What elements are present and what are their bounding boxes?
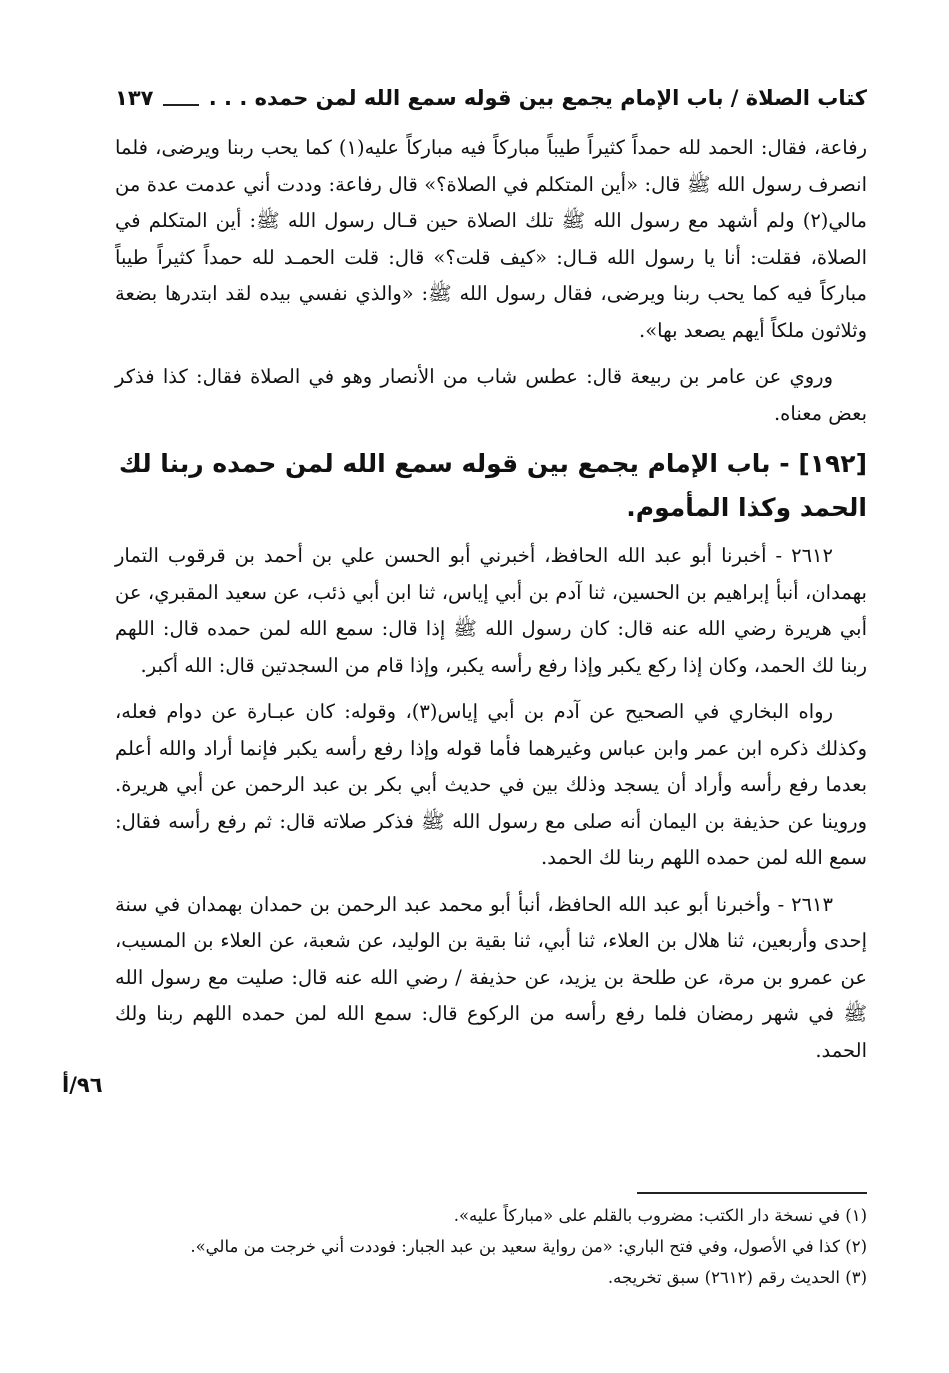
paragraph-amir-narration: وروي عن عامر بن ربيعة قال: عطس شاب من الأنصار وهو في الصلاة فقال: كذا فذكر بعض معناه. <box>115 365 867 425</box>
running-header <box>115 78 867 118</box>
footnotes <box>115 1200 867 1293</box>
main-text <box>115 130 867 1079</box>
paragraph-hadith-2613: ٢٦١٣ - وأخبرنا أبو عبد الله الحافظ، أنبأ أبو محمد عبد الرحمن بن حمدان بهمدان في سنة إحدى وأربعين، ثنا هلال بن العلاء، ثنا أبي، ثنا بقية بن الوليد، عن شعبة، عن العلاء بن المسيب، عن عمرو بن مرة، عن طلحة بن يزيد، عن حذيفة / رضي الله عنه قال: صليت مع رسول الله ﷺ في شهر رمضان فلما رفع رأسه من الركوع قال: سمع الله لمن حمده اللهم ربنا ولك الحمد. <box>115 892 867 1062</box>
footnote-1: (١) في نسخة دار الكتب: مضروب بالقلم على «مباركاً عليه». <box>453 1206 867 1225</box>
paragraph-bukhari-commentary: رواه البخاري في الصحيح عن آدم بن أبي إياس(٣)، وقوله: كان عبـارة عن دوام فعله، وكذلك ذكره ابن عمر وابن عباس وغيرهما فأما قوله وإذا رفع رأسه يكبر فإنما أراد والله أعلم بعدما رفع رأسه وأراد أن يسجد وذلك بين في حديث أبي بكر بن عبد الرحمن عن أبي هريرة. وروينا عن حذيفة بن اليمان أنه صلى مع رسول الله ﷺ فذكر صلاته قال: ثم رفع رأسه فقال: سمع الله لمن حمده اللهم ربنا لك الحمد. <box>115 700 867 869</box>
header-rule <box>163 104 198 106</box>
page-number: ١٣٧ <box>115 86 154 110</box>
footnote-3: (٣) الحديث رقم (٢٦١٢) سبق تخريجه. <box>607 1268 867 1287</box>
paragraph-hadith-2612: ٢٦١٢ - أخبرنا أبو عبد الله الحافظ، أخبرني أبو الحسن علي بن أحمد بن قرقوب التمار بهمدان، أنبأ إبراهيم بن الحسين، ثنا آدم بن أبي إياس، ثنا ابن أبي ذئب، عن سعيد المقبري، عن أبي هريرة رضي الله عنه قال: كان رسول الله ﷺ إذا قال: سمع الله لمن حمده قال: اللهم ربنا لك الحمد، وكان إذا ركع يكبر وإذا رفع رأسه يكبر، وإذا قام من السجدتين قال: الله أكبر. <box>115 544 867 677</box>
chapter-heading: [١٩٢] - باب الإمام يجمع بين قوله سمع الله لمن حمده ربنا لك الحمد وكذا المأموم. <box>118 449 867 522</box>
header-title: كتاب الصلاة / باب الإمام يجمع بين قوله سمع الله لمن حمده . . . <box>208 86 867 110</box>
footnote-separator <box>637 1192 867 1194</box>
manuscript-folio-marker: ٩٦/أ <box>62 1073 103 1097</box>
footnote-2: (٢) كذا في الأصول، وفي فتح الباري: «من رواية سعيد بن عبد الجبار: فوددت أني خرجت من مالي». <box>190 1237 867 1256</box>
paragraph-rifaa-hadith: رفاعة، فقال: الحمد لله حمداً كثيراً طيباً مباركاً فيه مباركاً عليه(١) كما يحب ربنا ويرضى، فلما انصرف رسول الله ﷺ قال: «أين المتكلم في الصلاة؟» قال رفاعة: وددت أني عدمت عدة من مالي(٢) ولم أشهد مع رسول الله ﷺ تلك الصلاة حين قـال رسول الله ﷺ: أين المتكلم في الصلاة، فقلت: أنا يا رسول الله قـال: «كيف قلت؟» قال: قلت الحمـد لله حمداً كثيراً طيباً مباركاً فيه كما يحب ربنا ويرضى، فقال رسول الله ﷺ: «والذي نفسي بيده لقد ابتدرها بضعة وثلاثون ملكاً أيهم يصعد بها». <box>115 136 867 342</box>
